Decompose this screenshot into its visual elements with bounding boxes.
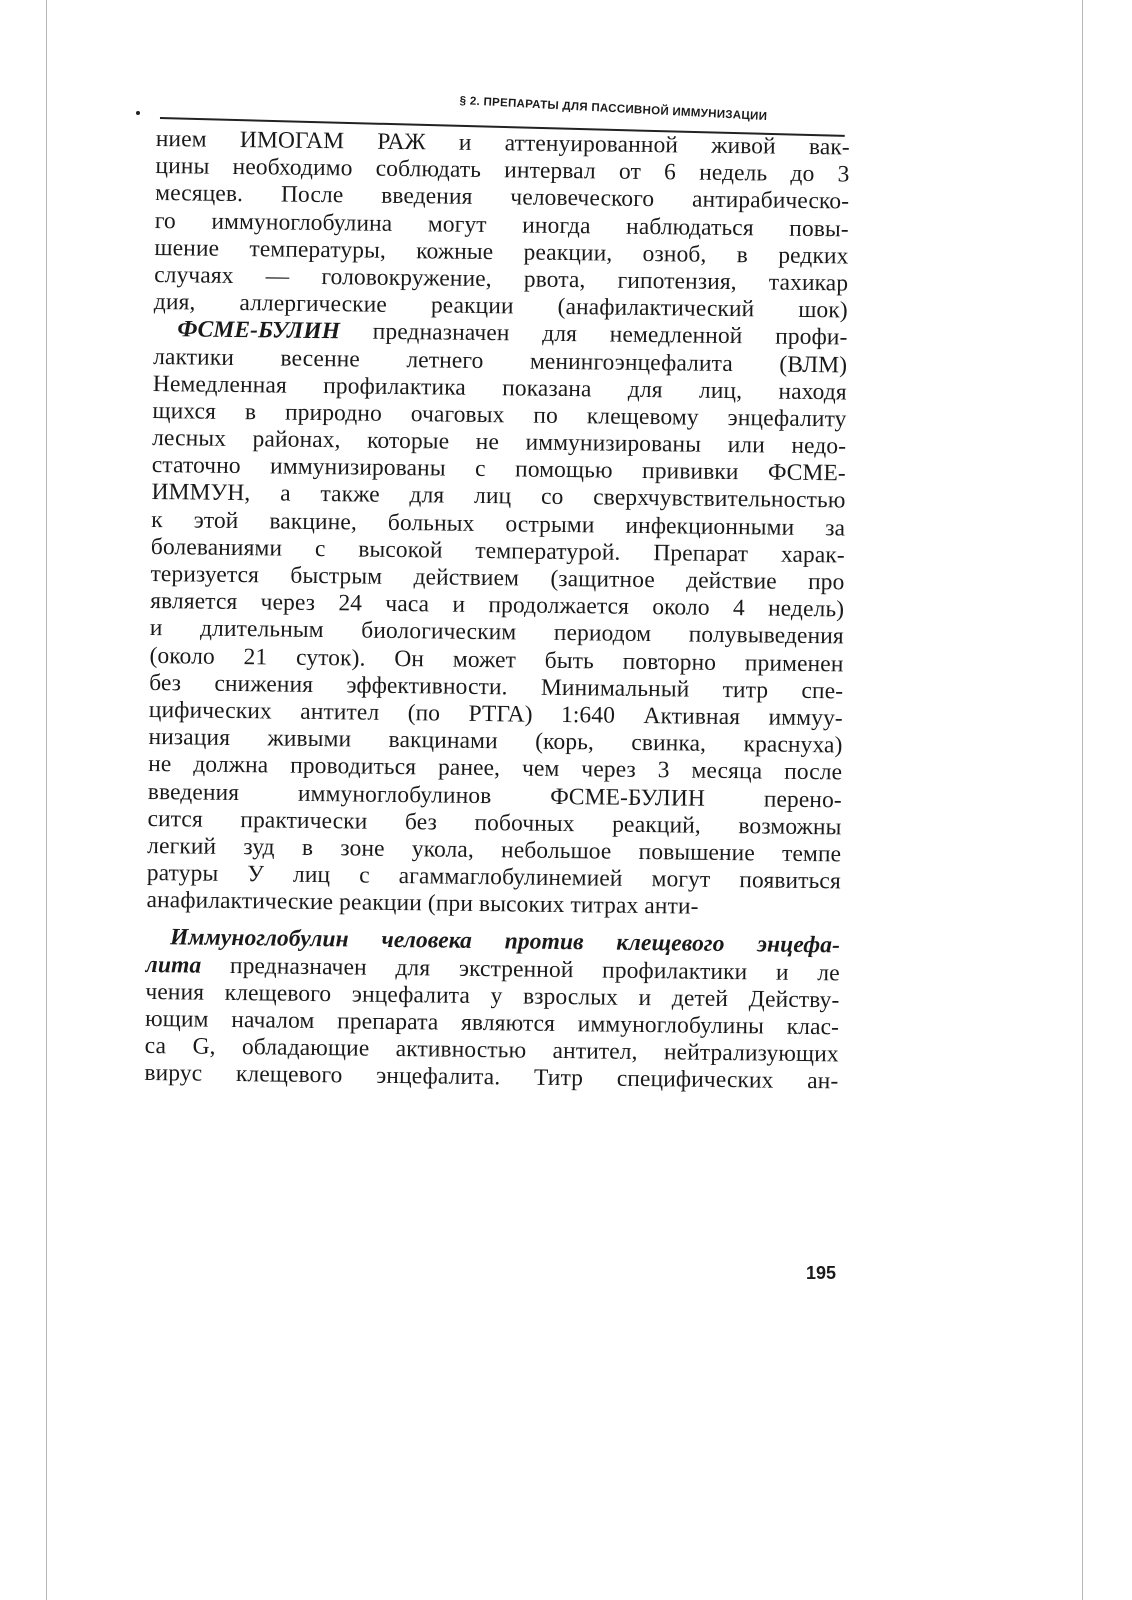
text-line: (около 21 суток). Он может быть повторно применен (149, 642, 844, 678)
text-line: введения иммуноглобулинов ФСМЕ-БУЛИН перено- (147, 778, 842, 813)
term-fsme-bulin: ФСМЕ-БУЛИН (177, 316, 341, 345)
text-line: легкий зуд в зоне укола, небольшое повышение темпе (147, 832, 842, 868)
text-line: ющим началом препарата являются иммуноглобулины клас- (144, 1005, 840, 1041)
paragraph-tick-encephalitis-immunoglobulin (144, 924, 840, 1096)
text-line: нием ИМОГАМ РАЖ и аттенуированной живой вак- (155, 126, 850, 161)
text-line: низация живыми вакцинами (корь, свинка, краснуха) (148, 724, 843, 759)
paragraph-continuation (154, 126, 850, 325)
text-line: статочно иммунизированы с помощью прививки ФСМЕ- (151, 452, 846, 487)
term-heading-line: Иммуноглобулин человека против клещевого энцефа- (169, 924, 841, 959)
text-line: са G, обладающие активностью антител, нейтрализующих (144, 1033, 839, 1068)
text-line: лесных районах, которые не иммунизированы или недо- (152, 425, 847, 460)
scan-speck (136, 111, 140, 115)
text-line: Немедленная профилактика показана для лиц, находя (152, 370, 847, 406)
text-line: вирус клещевого энцефалита. Титр специфических ан- (144, 1060, 839, 1095)
running-head: § 2. ПРЕПАРАТЫ ДЛЯ ПАССИВНОЙ ИММУНИЗАЦИИ (459, 95, 768, 124)
text-line: и длительным биологическим периодом полувыведения (149, 615, 844, 650)
text-fragment: предназначен для экстренной профилактики и ле (201, 952, 840, 987)
text-line: является через 24 часа и продолжается около 4 недель) (150, 588, 845, 623)
text-line: шение температуры, кожные реакции, озноб, в редких (154, 234, 849, 270)
text-line: цифических антител (по РТГА) 1:640 Активная иммуу- (148, 696, 843, 732)
text-fragment: предназначен для немедленной профи- (339, 318, 848, 351)
text-line: случаях — головокружение, рвота, гипотензия, тахикар (154, 261, 849, 297)
page-number: 195 (806, 1263, 837, 1283)
text-line: лактики весенне летнего менингоэнцефалита (ВЛМ) (153, 343, 848, 378)
text-line: анафилактические реакции (при высоких титрах анти- (146, 887, 699, 920)
text-line: без снижения эффективности. Минимальный титр спе- (149, 669, 844, 705)
text-line: щихся в природно очаговых по клещевому энцефалиту (152, 397, 847, 433)
text-line: цины необходимо соблюдать интервал от 6 недель до 3 (155, 153, 850, 188)
text-line: го иммуноглобулина могут иногда наблюдаться повы- (154, 207, 849, 243)
text-line: ИММУН, а также для лиц со сверхчувствительностью (151, 479, 846, 514)
text-line: к этой вакцине, больных острыми инфекционными за (151, 506, 846, 542)
text-line: теризуется быстрым действием (защитное действие про (150, 560, 845, 596)
text-line: сится практически без побочных реакций, возможны (147, 805, 842, 841)
term-heading-end: лита (145, 951, 202, 979)
text-line: месяцев. После введения человеческого антирабическо- (155, 180, 850, 215)
text-line: ратуры У лиц с агаммаглобулинемией могут появиться (146, 860, 841, 895)
text-line: болеваниями с высокой температурой. Препарат харак- (150, 533, 845, 569)
text-line: чения клещевого энцефалита у взрослых и детей Действу- (145, 978, 840, 1014)
body-text (144, 126, 850, 1096)
text-line: дия, аллергические реакции (анафилактический шок) (153, 289, 848, 324)
text-line: не должна проводиться ранее, чем через 3 месяца после (148, 751, 843, 786)
paragraph-fsme-bulin (146, 316, 847, 923)
